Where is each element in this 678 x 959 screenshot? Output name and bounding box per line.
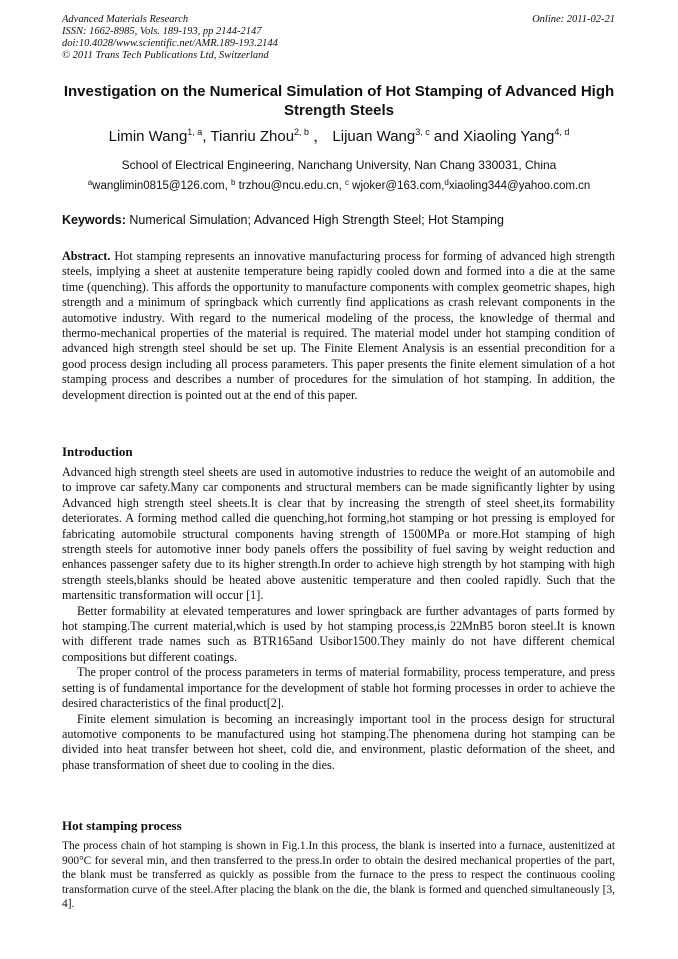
author-sup: 3, c xyxy=(415,127,430,137)
author-sup: 4, d xyxy=(554,127,570,137)
email-sup: b xyxy=(231,178,236,187)
abstract-label: Abstract. xyxy=(62,249,111,263)
intro-paragraph: Advanced high strength steel sheets are used in automotive industries to reduce the weight of an automobile and to improve car safety.Many car components and structural members can be made significantly lighter by using Advanced high strength steel sheets.It is clear that by increasing the strength of steel sheet,its formability deteriorates. A forming method called die quenching,hot forming,hot stamping or hot pressing is employed for fabricating automobile structural components having strength of 1500MPa or more.Hot stamping of high strength steels for automotive inner body panels offers the possibility of fuel saving by weight reduction and enhances passenger safety due to its higher strength.In order to achieve high strength by hot stamping with high strength steels,blanks should be heated above austenitic temperature and then cooled rapidly. Such that the martensitic transformation will occur [1]. xyxy=(62,465,615,603)
email-list xyxy=(40,179,638,194)
email-address: wjoker@163.com, xyxy=(348,180,445,192)
keywords xyxy=(62,213,615,228)
page-header xyxy=(62,14,615,62)
hot-stamping-heading: Hot stamping process xyxy=(62,818,182,833)
issn-line: ISSN: 1662-8985, Vols. 189-193, pp 2144-2147 xyxy=(62,26,262,37)
intro-paragraph: Finite element simulation is becoming an increasingly important tool in the process design for structural automotive components to be manufactured using hot stamping.The phenomena during hot stamping can be divided into heat transfer between hot sheet, cold die, and environment, plastic deformation of the sheet, and phase transformation of sheet due to cooling in the dies. xyxy=(62,711,615,772)
keywords-label: Keywords: xyxy=(62,213,126,227)
email-sup: c xyxy=(344,178,349,187)
copyright-line: © 2011 Trans Tech Publications Ltd, Switzerland xyxy=(62,50,269,61)
author-separator: and xyxy=(429,128,464,145)
doi-line: doi:10.4028/www.scientific.net/AMR.189-193.2144 xyxy=(62,38,278,49)
author-list xyxy=(40,127,638,147)
email-sup: a xyxy=(87,178,93,187)
author-name: Limin Wang xyxy=(108,128,188,145)
introduction-heading: Introduction xyxy=(62,444,133,459)
paper-title: Investigation on the Numerical Simulation of Hot Stamping of Advanced High Strength Steels xyxy=(63,83,615,119)
author-separator: , xyxy=(202,128,211,145)
online-date: Online: 2011-02-21 xyxy=(532,14,615,25)
author-name: Tianriu Zhou xyxy=(210,128,295,145)
email-address: xiaoling344@yahoo.com.cn xyxy=(448,180,591,192)
author-sup: 2, b xyxy=(294,127,310,137)
abstract-text: Hot stamping represents an innovative manufacturing process for forming of advanced high strength steels, implying a sheet at austenite temperature being rapidly cooled down and formed into a die at the same time (quenching). This affords the opportunity to manufacture components with complex geometric shapes, high strength and a minimum of springback which currently find applications as crash relevant components in the automotive industry. With regard to the numerical modeling of the process, the knowledge of thermal and thermo-mechanical properties of the material is required. The material model under hot stamping condition of advanced high strength steel should be set up. The Finite Element Analysis is an essential precondition for a good process design including all process parameters. This paper presents the finite element simulation of a hot stamping process and describes a number of procedures for the simulation of hot stamping. In addition, the development direction is pointed out at the end of this paper. xyxy=(62,249,616,402)
author-separator: ， xyxy=(309,128,333,145)
affiliation: School of Electrical Engineering, Nanchang University, Nan Chang 330031, China xyxy=(121,158,557,172)
hot-stamping-body: The process chain of hot stamping is shown in Fig.1.In this process, the blank is inserted into a furnace, austenitized at 900°C for several min, and then transferred to the press.In order to obtain the desired mechanical properties of the part, the blank must be transferred as quickly as possible from the furnace to the press to respect the continuous cooling transformation curve of the steel.After placing the blank on the die, the blank is formed and quenched simultaneously [3, 4]. xyxy=(62,840,615,911)
intro-paragraph: The proper control of the process parameters in terms of material formability, process temperature, and press setting is of fundamental importance for the development of stable hot forming processes in order to achieve the desired characteristics of the final product[2]. xyxy=(62,665,615,711)
email-sup: d xyxy=(444,178,449,187)
author-name: Lijuan Wang xyxy=(332,128,416,145)
intro-paragraph: Better formability at elevated temperatures and lower springback are further advantages of parts formed by hot stamping.The current material,which is used by hot stamping process,is 22MnB5 boron steel.It is known with different trade names such as BTR165and Usibor1500.They mainly do not have different chemical compositions but different coatings. xyxy=(62,603,615,664)
author-name: Xiaoling Yang xyxy=(463,128,555,145)
email-address: wanglimin0815@126.com, xyxy=(92,180,232,192)
keywords-text: Numerical Simulation; Advanced High Strength Steel; Hot Stamping xyxy=(129,213,504,227)
author-sup: 1, a xyxy=(187,127,203,137)
introduction-body xyxy=(62,465,615,773)
journal-name: Advanced Materials Research xyxy=(62,14,189,25)
email-address: trzhou@ncu.edu.cn, xyxy=(235,180,345,192)
abstract xyxy=(62,249,615,403)
